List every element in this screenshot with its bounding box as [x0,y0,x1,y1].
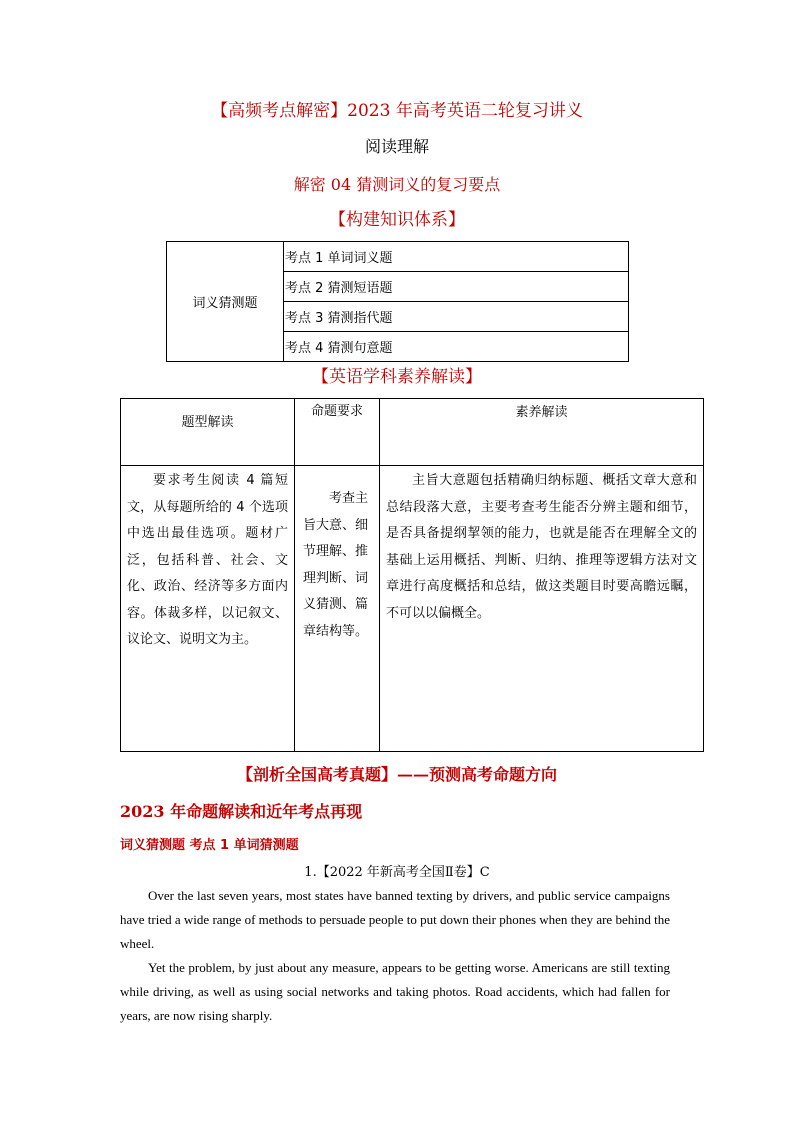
analysis-heading: 【剖析全国高考真题】——预测高考命题方向 [236,765,557,784]
page-title: 【高频考点解密】2023 年高考英语二轮复习讲义 [211,101,583,121]
passage-paragraph: Yet the problem, by just about any measure, appears to be getting worse. Americans are still texting while driving, as well as using social networks and taking photos. Road accidents, which had fallen for years, are now rising sharply. [120,960,670,1023]
passage-paragraph: Over the last seven years, most states have banned texting by drivers, and public service campaigns have tried a wide range of methods to persuade people to put down their phones when they are behind the wheel. [120,888,670,951]
analysis-subheading: 2023 年命题解读和近年考点再现 [120,802,363,821]
literacy-header-requirement: 命题要求 [295,399,380,466]
knowledge-point: 考点 2 猜测短语题 [284,272,629,302]
knowledge-table-label: 词义猜测题 [167,242,284,362]
analysis-category: 词义猜测题 考点 1 单词猜测题 [120,838,299,853]
knowledge-point: 考点 3 猜测指代题 [284,302,629,332]
question-label: 1.【2022 年新高考全国Ⅱ卷】C [304,865,490,880]
knowledge-table [166,241,629,362]
topic-title: 解密 04 猜测词义的复习要点 [293,175,501,194]
literacy-requirement-text: 考查主旨大意、细节理解、推理判断、词义猜测、篇章结构等。 [303,491,369,639]
literacy-header-interpretation: 素养解读 [380,399,704,466]
knowledge-point: 考点 1 单词词义题 [284,242,629,272]
literacy-table [120,398,704,752]
section-literacy-heading: 【英语学科素养解读】 [312,367,482,387]
knowledge-point: 考点 4 猜测句意题 [284,332,629,362]
literacy-cell-interpretation: 主旨大意题包括精确归纳标题、概括文章大意和总结段落大意，主要考查考生能否分辨主题和细节，是否具备提纲挈领的能力，也就是能否在理解全文的基础上运用概括、判断、归纳、推理等逻辑方法对文章进行高度概括和总结，做这类题目时要高瞻远瞩，不可以以偏概全。 [380,466,704,752]
section-knowledge-heading: 【构建知识体系】 [329,210,465,230]
literacy-header-type: 题型解读 [121,399,295,466]
page-subtitle: 阅读理解 [364,137,429,156]
literacy-cell-requirement [295,466,380,752]
literacy-cell-type: 要求考生阅读 4 篇短文，从每题所给的 4 个选项中选出最佳选项。题材广泛，包括科普、社会、文化、政治、经济等多方面内容。体裁多样，以记叙文、议论文、说明文为主。 [121,466,295,752]
